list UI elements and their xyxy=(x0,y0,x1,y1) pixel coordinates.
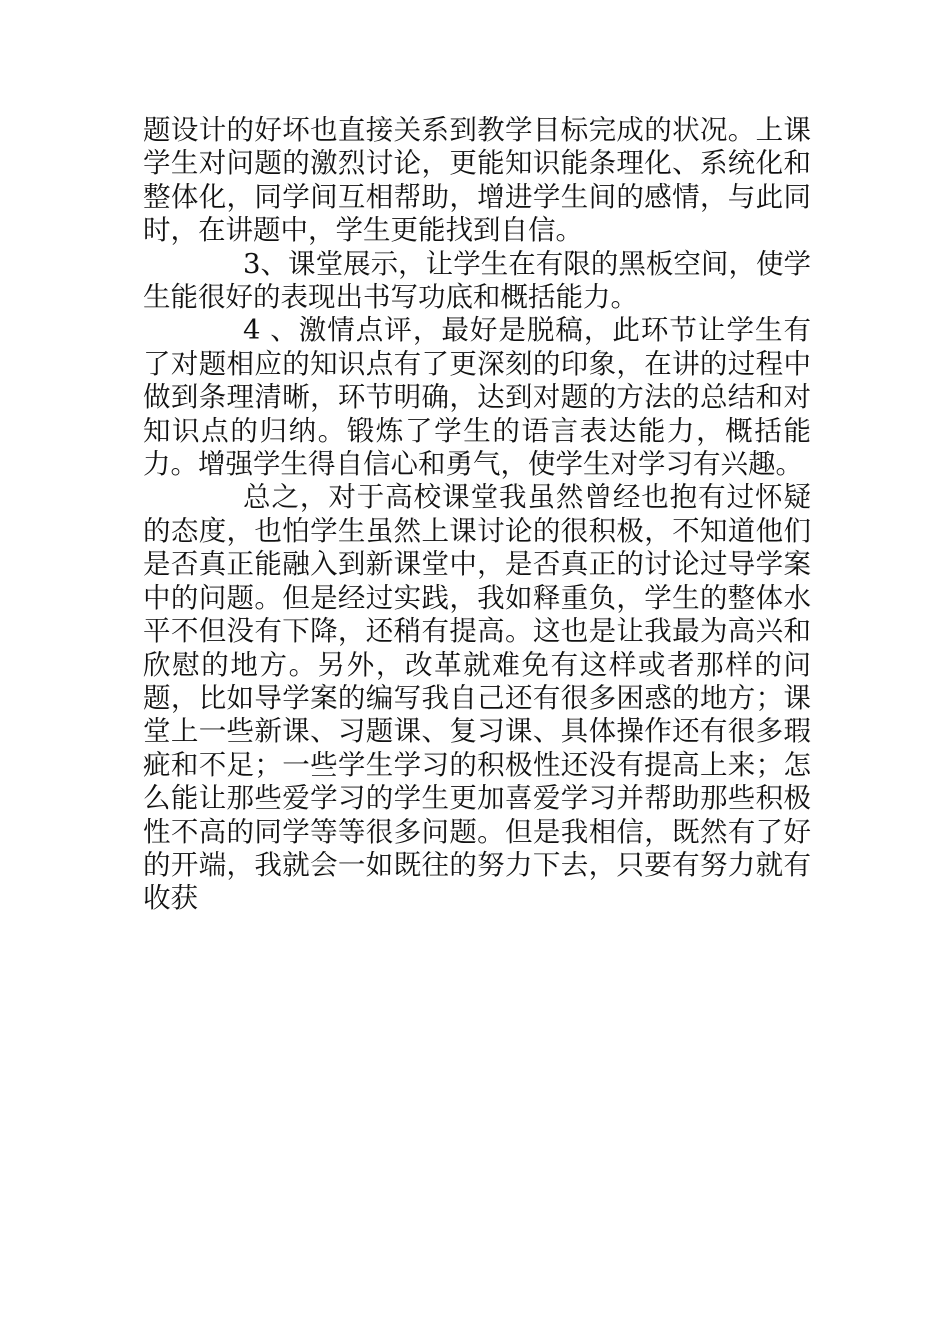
document-body xyxy=(143,114,811,916)
paragraph-continuation: 题设计的好坏也直接关系到教学目标完成的状况。上课学生对问题的激烈讨论，更能知识能条理化、系统化和整体化，同学间互相帮助，增进学生间的感情，与此同时，在讲题中，学生更能找到自信。 xyxy=(143,114,811,247)
paragraph-classroom-display: 3、课堂展示，让学生在有限的黑板空间，使学生能很好的表现出书写功底和概括能力。 xyxy=(143,247,811,314)
paragraph-passionate-review: 4 、激情点评，最好是脱稿，此环节让学生有了对题相应的知识点有了更深刻的印象，在讲的过程中做到条理清晰，环节明确，达到对题的方法的总结和对知识点的归纳。锻炼了学生的语言表达能力，概括能力。增强学生得自信心和勇气，使学生对学习有兴趣。 xyxy=(143,314,811,481)
paragraph-conclusion: 总之，对于高校课堂我虽然曾经也抱有过怀疑的态度，也怕学生虽然上课讨论的很积极，不知道他们是否真正能融入到新课堂中，是否真正的讨论过导学案中的问题。但是经过实践，我如释重负，学生的整体水平不但没有下降，还稍有提高。这也是让我最为高兴和欣慰的地方。另外，改革就难免有这样或者那样的问题，比如导学案的编写我自己还有很多困惑的地方；课堂上一些新课、习题课、复习课、具体操作还有很多瑕疵和不足；一些学生学习的积极性还没有提高上来；怎么能让那些爱学习的学生更加喜爱学习并帮助那些积极性不高的同学等等很多问题。但是我相信，既然有了好的开端，我就会一如既往的努力下去，只要有努力就有收获 xyxy=(143,481,811,915)
